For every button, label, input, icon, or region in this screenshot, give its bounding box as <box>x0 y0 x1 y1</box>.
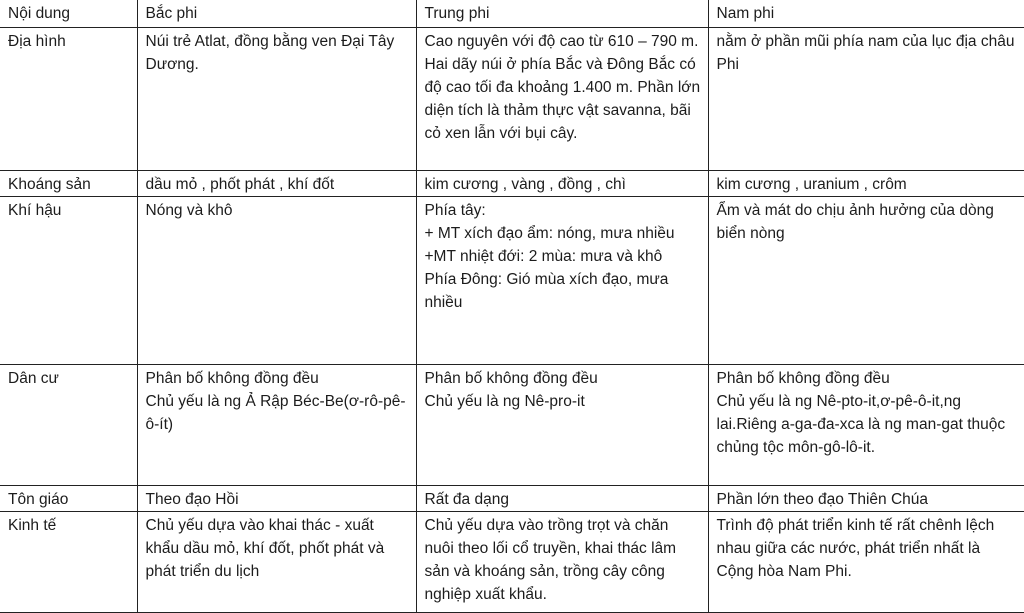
cell-trung-phi: Cao nguyên với độ cao từ 610 – 790 m. Hai dãy núi ở phía Bắc và Đông Bắc có độ cao tối đa khoảng 1.400 m. Phần lớn diện tích là thảm thực vật savanna, bãi cỏ xen lẫn với bụi cây. <box>416 27 708 170</box>
table-row-economy <box>0 511 1024 612</box>
cell-nam-phi: nằm ở phần mũi phía nam của lục địa châu Phi <box>708 27 1024 170</box>
row-label: Địa hình <box>0 27 137 170</box>
cell-nam-phi: Phần lớn theo đạo Thiên Chúa <box>708 485 1024 511</box>
cell-bac-phi: Núi trẻ Atlat, đồng bằng ven Đại Tây Dương. <box>137 27 416 170</box>
header-row <box>0 0 1024 27</box>
cell-nam-phi: Ẩm và mát do chịu ảnh hưởng của dòng biển nòng <box>708 196 1024 364</box>
table-row-climate <box>0 196 1024 364</box>
cell-trung-phi: Chủ yếu dựa vào trồng trọt và chăn nuôi theo lối cổ truyền, khai thác lâm sản và khoáng sản, trồng cây công nghiệp xuất khẩu. <box>416 511 708 612</box>
row-label: Khoáng sản <box>0 170 137 196</box>
cell-bac-phi: Theo đạo Hồi <box>137 485 416 511</box>
table-row-terrain <box>0 27 1024 170</box>
header-cell-nam-phi: Nam phi <box>708 0 1024 27</box>
row-label: Khí hậu <box>0 196 137 364</box>
table-row-religion <box>0 485 1024 511</box>
row-label: Dân cư <box>0 364 137 485</box>
cell-trung-phi: Phân bố không đồng đều Chủ yếu là ng Nê-pro-it <box>416 364 708 485</box>
table-row-population <box>0 364 1024 485</box>
header-cell-trung-phi: Trung phi <box>416 0 708 27</box>
cell-trung-phi: Phía tây: + MT xích đạo ẩm: nóng, mưa nhiều +MT nhiệt đới: 2 mùa: mưa và khô Phía Đông: Gió mùa xích đạo, mưa nhiều <box>416 196 708 364</box>
table-row-minerals <box>0 170 1024 196</box>
row-label: Kinh tế <box>0 511 137 612</box>
cell-trung-phi: Rất đa dạng <box>416 485 708 511</box>
cell-bac-phi: Nóng và khô <box>137 196 416 364</box>
cell-bac-phi: Phân bố không đồng đều Chủ yếu là ng Ả Rập Béc-Be(ơ-rô-pê-ô-ít) <box>137 364 416 485</box>
cell-trung-phi: kim cương , vàng , đồng , chì <box>416 170 708 196</box>
cell-bac-phi: Chủ yếu dựa vào khai thác - xuất khẩu dầu mỏ, khí đốt, phốt phát và phát triển du lịch <box>137 511 416 612</box>
cell-nam-phi: Trình độ phát triển kinh tế rất chênh lệch nhau giữa các nước, phát triển nhất là Cộng hòa Nam Phi. <box>708 511 1024 612</box>
cell-bac-phi: dầu mỏ , phốt phát , khí đốt <box>137 170 416 196</box>
cell-nam-phi: Phân bố không đồng đều Chủ yếu là ng Nê-pto-it,ơ-pê-ô-it,ng lai.Riêng a-ga-đa-xca là ng man-gat thuộc chủng tộc môn-gô-lô-it. <box>708 364 1024 485</box>
cell-nam-phi: kim cương , uranium , crôm <box>708 170 1024 196</box>
header-cell-content: Nội dung <box>0 0 137 27</box>
header-cell-bac-phi: Bắc phi <box>137 0 416 27</box>
row-label: Tôn giáo <box>0 485 137 511</box>
